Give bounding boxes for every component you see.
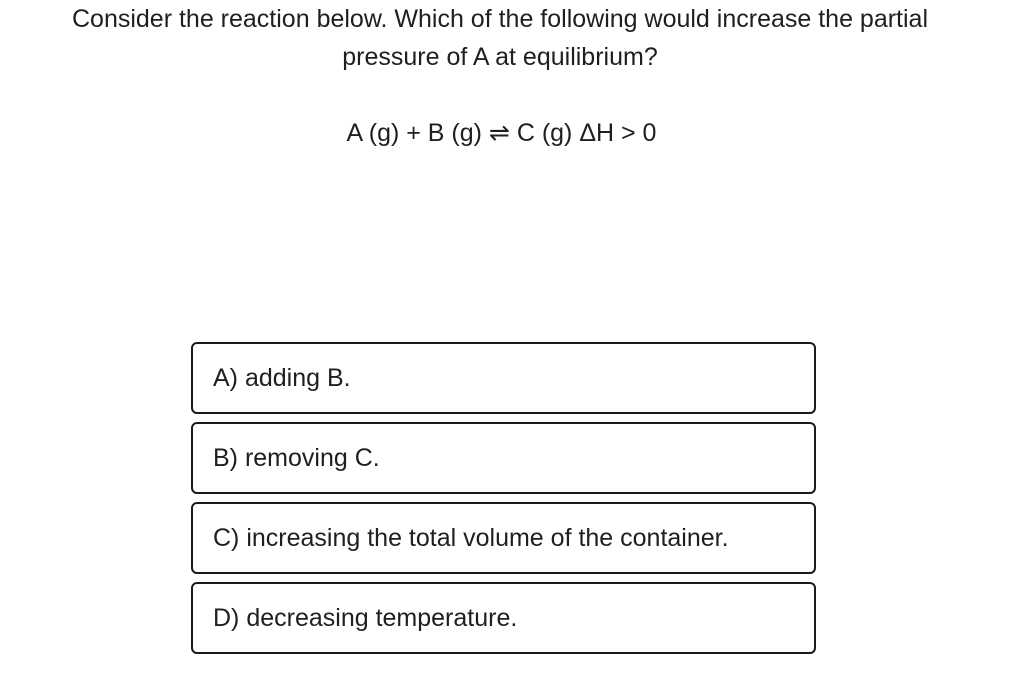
option-a-button[interactable]: [191, 342, 816, 414]
option-a-label: A) adding B.: [213, 363, 351, 392]
option-d-button[interactable]: [191, 582, 816, 654]
reaction-equation: A (g) + B (g) ⇌ C (g) ΔH > 0: [346, 119, 657, 147]
option-d-label: D) decreasing temperature.: [213, 603, 518, 632]
option-b-button[interactable]: [191, 422, 816, 494]
question-line-2: pressure of A at equilibrium?: [342, 43, 658, 71]
answer-options: [191, 342, 816, 662]
option-c-label: C) increasing the total volume of the container.: [213, 523, 729, 552]
option-c-button[interactable]: [191, 502, 816, 574]
question-text: [0, 0, 1000, 76]
question-line-1: Consider the reaction below. Which of the following would increase the partial: [71, 5, 929, 33]
option-b-label: B) removing C.: [213, 443, 380, 472]
